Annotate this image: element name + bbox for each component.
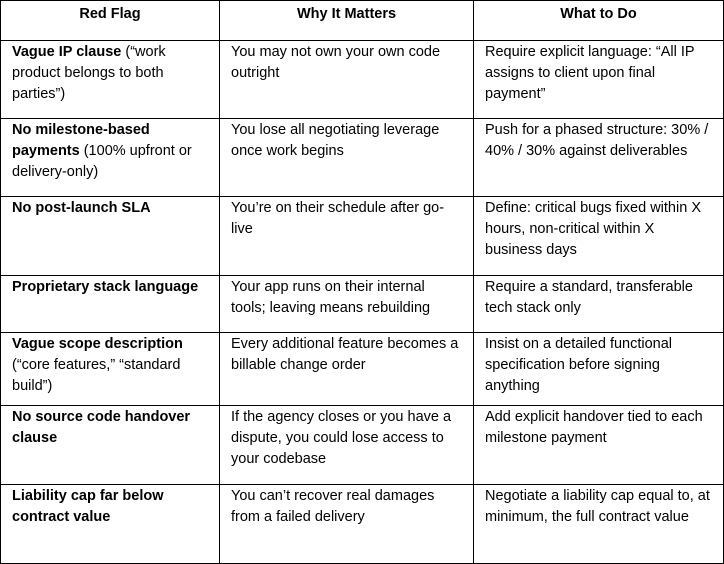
todo-cell: Define: critical bugs fixed within X hours, non-critical within X business days [474,197,724,276]
red-flag-cell [1,333,220,406]
header-row [1,1,724,41]
todo-cell: Negotiate a liability cap equal to, at minimum, the full contract value [474,485,724,564]
red-flag-note: (“core features,” “standard build”) [12,357,181,394]
red-flag-cell [1,276,220,333]
why-cell: You lose all negotiating leverage once work begins [220,119,474,197]
red-flag-title: No source code handover clause [12,409,191,446]
red-flag-title: No post-launch SLA [12,200,151,216]
table-row [1,333,724,406]
table-row [1,406,724,485]
header-what-to-do: What to Do [474,1,724,41]
todo-cell: Require a standard, transferable tech stack only [474,276,724,333]
why-cell: Your app runs on their internal tools; leaving means rebuilding [220,276,474,333]
table-row [1,119,724,197]
todo-cell: Insist on a detailed functional specification before signing anything [474,333,724,406]
red-flag-cell [1,406,220,485]
why-cell: You may not own your own code outright [220,41,474,119]
table-row [1,276,724,333]
todo-cell: Require explicit language: “All IP assigns to client upon final payment” [474,41,724,119]
why-cell: If the agency closes or you have a dispute, you could lose access to your codebase [220,406,474,485]
header-why-it-matters: Why It Matters [220,1,474,41]
red-flag-title: No milestone-based payments [12,122,150,159]
red-flag-title: Liability cap far below contract value [12,488,164,525]
table-row [1,197,724,276]
todo-cell: Push for a phased structure: 30% / 40% / 30% against deliverables [474,119,724,197]
todo-cell: Add explicit handover tied to each milestone payment [474,406,724,485]
red-flag-cell [1,197,220,276]
red-flag-cell [1,41,220,119]
why-cell: Every additional feature becomes a billable change order [220,333,474,406]
table-body [1,41,724,564]
red-flag-note: (“work product belongs to both parties”) [12,44,166,102]
why-cell: You can’t recover real damages from a failed delivery [220,485,474,564]
red-flag-note: (100% upfront or delivery-only) [12,143,192,180]
red-flag-title: Vague IP clause [12,44,122,60]
table-row [1,41,724,119]
header-red-flag: Red Flag [1,1,220,41]
why-cell: You’re on their schedule after go-live [220,197,474,276]
red-flag-title: Proprietary stack language [12,279,199,295]
table-header [1,1,724,41]
red-flag-cell [1,119,220,197]
red-flag-title: Vague scope description [12,336,183,352]
